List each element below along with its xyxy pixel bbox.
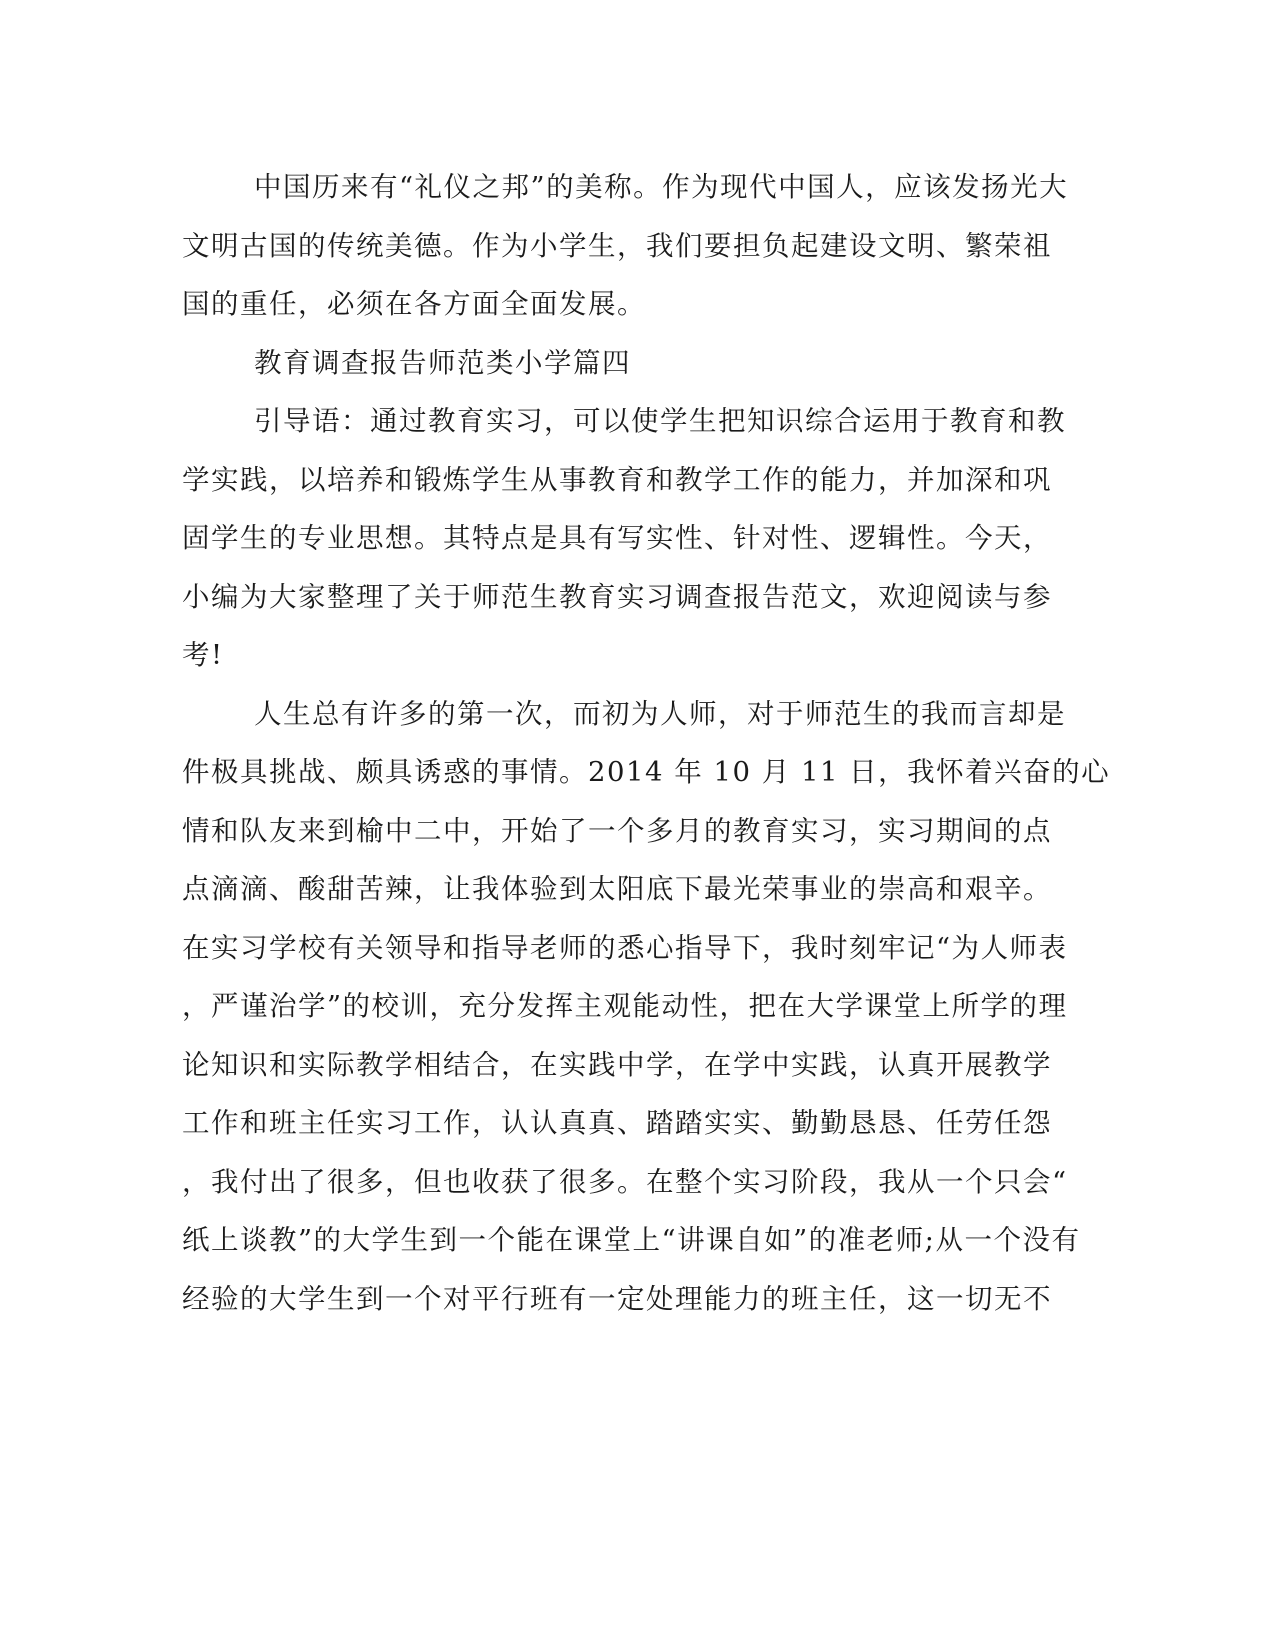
paragraph-line: 学实践，以培养和锻炼学生从事教育和教学工作的能力，并加深和巩 — [182, 463, 1052, 496]
paragraph-line: 论知识和实际教学相结合，在实践中学，在学中实践，认真开展教学 — [182, 1048, 1052, 1081]
paragraph-line: 国的重任，必须在各方面全面发展。 — [182, 288, 646, 320]
paragraph-line: 固学生的专业思想。其特点是具有写实性、针对性、逻辑性。今天， — [182, 522, 1052, 554]
section-heading: 教育调查报告师范类小学篇四 — [254, 346, 631, 379]
paragraph-line: 点滴滴、酸甜苦辣，让我体验到太阳底下最光荣事业的崇高和艰辛。 — [182, 873, 1052, 905]
paragraph-line: 经验的大学生到一个对平行班有一定处理能力的班主任，这一切无不 — [182, 1282, 1052, 1315]
paragraph-line: 考! — [182, 639, 224, 671]
paragraph-line: ，严谨治学”的校训，充分发挥主观能动性，把在大学课堂上所学的理 — [182, 990, 1068, 1022]
paragraph-line: 纸上谈教”的大学生到一个能在课堂上“讲课自如”的准老师;从一个没有 — [182, 1224, 1081, 1256]
paragraph-line: 工作和班主任实习工作，认认真真、踏踏实实、勤勤恳恳、任劳任怨 — [182, 1107, 1052, 1139]
paragraph-line: 中国历来有“礼仪之邦”的美称。作为现代中国人，应该发扬光大 — [254, 171, 1069, 203]
paragraph-line: 人生总有许多的第一次，而初为人师，对于师范生的我而言却是 — [254, 697, 1066, 730]
paragraph-line: 小编为大家整理了关于师范生教育实习调查报告范文，欢迎阅读与参 — [182, 580, 1052, 613]
paragraph-line: 件极具挑战、颇具诱惑的事情。2014 年 10 月 11 日，我怀着兴奋的心 — [182, 756, 1111, 788]
document-body — [182, 158, 1111, 1328]
paragraph-line: 情和队友来到榆中二中，开始了一个多月的教育实习，实习期间的点 — [182, 814, 1052, 847]
paragraph-line: 引导语：通过教育实习，可以使学生把知识综合运用于教育和教 — [254, 405, 1066, 437]
paragraph-line: ，我付出了很多，但也收获了很多。在整个实习阶段，我从一个只会“ — [182, 1165, 1068, 1198]
paragraph-line: 文明古国的传统美德。作为小学生，我们要担负起建设文明、繁荣祖 — [182, 229, 1052, 262]
paragraph-line: 在实习学校有关领导和指导老师的悉心指导下，我时刻牢记“为人师表 — [182, 931, 1068, 964]
